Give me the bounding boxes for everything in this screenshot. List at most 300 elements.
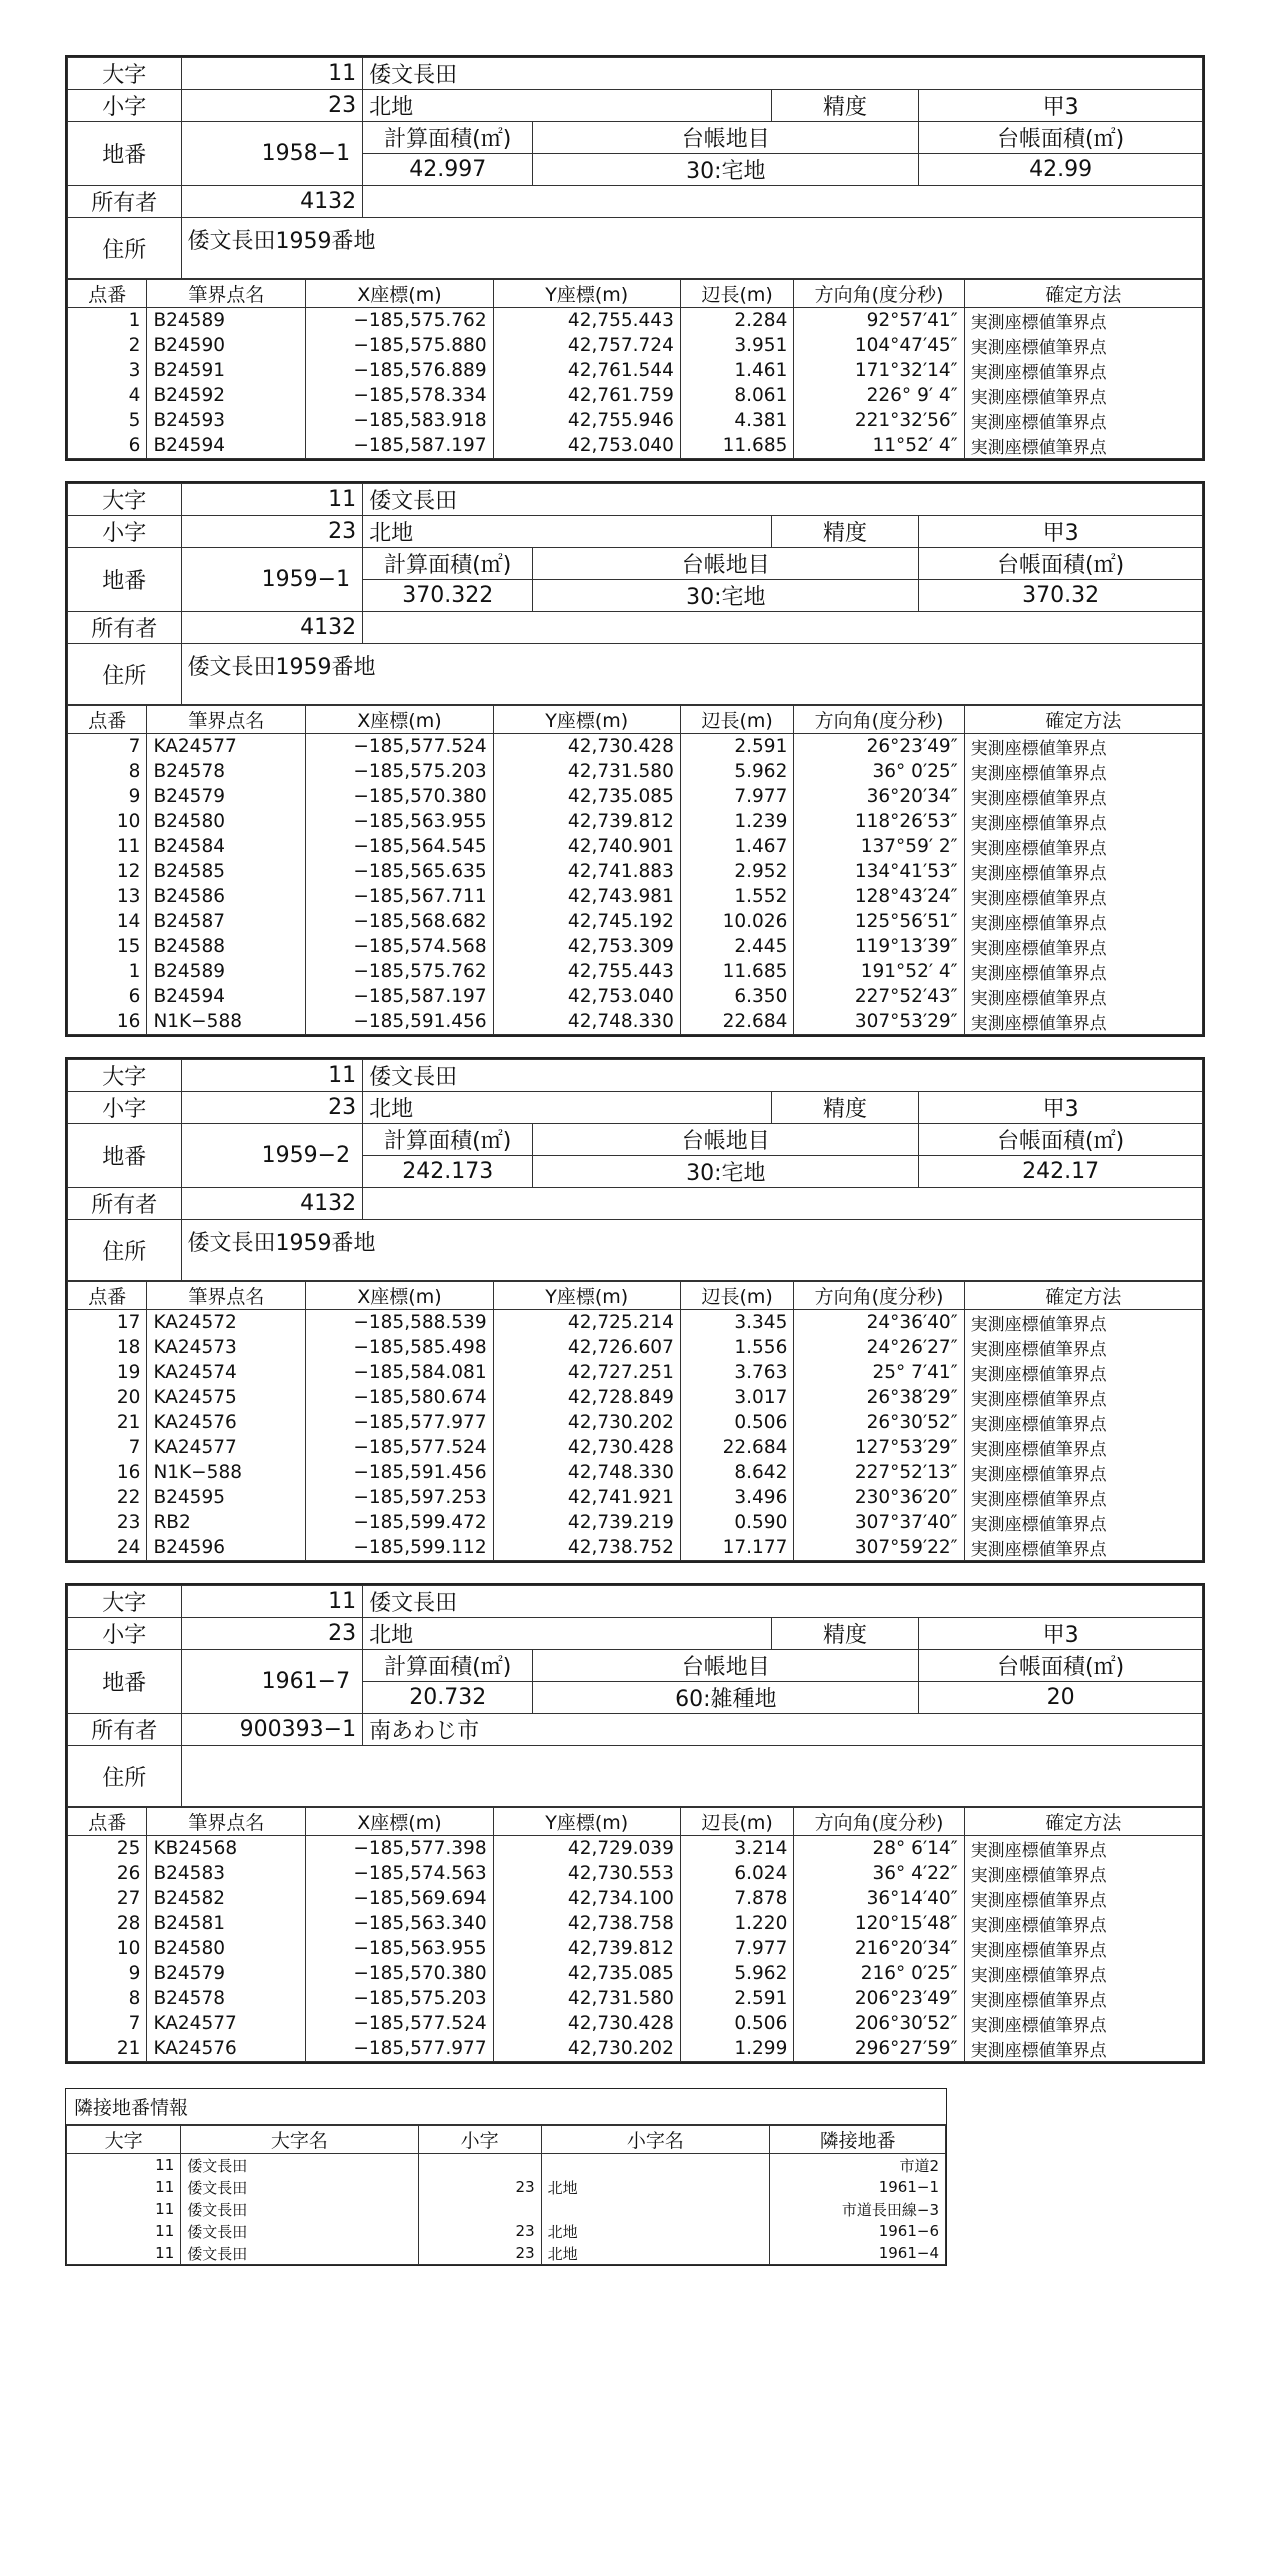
table-cell: 171°32′14″ [794, 358, 964, 383]
adjacent-parcels-box [65, 2088, 947, 2266]
table-row [67, 2176, 946, 2198]
table-cell: B24593 [147, 408, 306, 433]
owner-row [68, 612, 1203, 644]
koaza-label: 小字 [68, 516, 182, 548]
table-cell: 実測座標値筆界点 [964, 1410, 1202, 1435]
table-cell: 6 [68, 984, 147, 1009]
precision-label: 精度 [771, 1618, 919, 1650]
chiban-row [68, 1650, 1203, 1682]
table-cell: 42,730.428 [493, 734, 680, 760]
address-label: 住所 [68, 1220, 182, 1281]
table-cell: 2.591 [680, 734, 794, 760]
owner-code: 4132 [181, 612, 363, 644]
table-cell: B24588 [147, 934, 306, 959]
table-cell: N1K−588 [147, 1009, 306, 1035]
points-column-header: 辺長(m) [680, 1282, 794, 1310]
table-row [68, 1510, 1203, 1535]
owner-name [363, 186, 1203, 218]
table-cell: KA24577 [147, 2011, 306, 2036]
table-cell: 3.951 [680, 333, 794, 358]
table-cell: −185,588.539 [306, 1310, 493, 1336]
table-cell: 42,739.219 [493, 1510, 680, 1535]
table-cell: 1 [68, 959, 147, 984]
table-row [68, 1435, 1203, 1460]
table-row [68, 333, 1203, 358]
table-cell: 実測座標値筆界点 [964, 433, 1202, 459]
table-row [68, 433, 1203, 459]
points-column-header: 方向角(度分秒) [794, 706, 964, 734]
table-row [68, 1986, 1203, 2011]
table-cell: B24580 [147, 809, 306, 834]
table-cell: 倭文長田 [181, 2242, 418, 2265]
table-cell: 7.878 [680, 1886, 794, 1911]
precision-value: 甲3 [919, 90, 1203, 122]
oaza-label: 大字 [68, 484, 182, 516]
table-cell: B24590 [147, 333, 306, 358]
table-cell: B24579 [147, 1961, 306, 1986]
table-cell: −185,565.635 [306, 859, 493, 884]
table-row [68, 383, 1203, 408]
table-cell: 42,741.883 [493, 859, 680, 884]
address-row [68, 1220, 1203, 1281]
table-cell: 42,730.202 [493, 2036, 680, 2062]
owner-name [363, 612, 1203, 644]
points-column-header: 確定方法 [964, 1282, 1202, 1310]
table-cell: 1.220 [680, 1911, 794, 1936]
owner-code: 4132 [181, 1188, 363, 1220]
table-cell: 5.962 [680, 759, 794, 784]
table-cell: 実測座標値筆界点 [964, 1886, 1202, 1911]
table-cell: −185,575.762 [306, 308, 493, 334]
table-row [68, 909, 1203, 934]
table-cell: 11 [67, 2154, 181, 2177]
table-row [68, 1410, 1203, 1435]
table-cell: 42,730.553 [493, 1861, 680, 1886]
table-cell: 42,738.758 [493, 1911, 680, 1936]
koaza-code: 23 [181, 1092, 363, 1124]
table-row [68, 1335, 1203, 1360]
precision-label: 精度 [771, 516, 919, 548]
table-cell: 8.642 [680, 1460, 794, 1485]
table-cell: KA24576 [147, 1410, 306, 1435]
table-cell: 4.381 [680, 408, 794, 433]
table-cell: KA24577 [147, 734, 306, 760]
table-cell: 42,731.580 [493, 1986, 680, 2011]
table-row [68, 1009, 1203, 1035]
table-cell: 1.467 [680, 834, 794, 859]
adjacent-title: 隣接地番情報 [66, 2089, 946, 2125]
points-column-header: Y座標(m) [493, 280, 680, 308]
ledger-area-label: 台帳面積(㎡) [919, 1650, 1203, 1682]
owner-label: 所有者 [68, 1188, 182, 1220]
table-cell: 20 [68, 1385, 147, 1410]
table-cell: 実測座標値筆界点 [964, 1435, 1202, 1460]
table-cell: 26 [68, 1861, 147, 1886]
table-cell: 36°20′34″ [794, 784, 964, 809]
koaza-name: 北地 [363, 90, 772, 122]
address-label: 住所 [68, 218, 182, 279]
table-cell: −185,584.081 [306, 1360, 493, 1385]
table-cell: −185,577.977 [306, 2036, 493, 2062]
table-cell: −185,575.203 [306, 1986, 493, 2011]
ledger-category-value: 30:宅地 [533, 154, 919, 186]
koaza-name: 北地 [363, 516, 772, 548]
table-cell: RB2 [147, 1510, 306, 1535]
table-row [68, 408, 1203, 433]
table-cell: 17.177 [680, 1535, 794, 1561]
table-cell: 倭文長田 [181, 2176, 418, 2198]
table-cell: 10 [68, 809, 147, 834]
chiban-row [68, 1124, 1203, 1156]
points-column-header: 辺長(m) [680, 706, 794, 734]
table-cell: 7.977 [680, 1936, 794, 1961]
table-cell: B24582 [147, 1886, 306, 1911]
table-cell: 11.685 [680, 433, 794, 459]
table-row [68, 759, 1203, 784]
table-row [67, 2154, 946, 2177]
table-cell: 36°14′40″ [794, 1886, 964, 1911]
calc-area-value: 242.173 [363, 1156, 533, 1188]
table-cell: 21 [68, 1410, 147, 1435]
owner-code: 900393−1 [181, 1714, 363, 1746]
oaza-name: 倭文長田 [363, 58, 1203, 90]
table-cell: −185,563.955 [306, 1936, 493, 1961]
table-cell: 28 [68, 1911, 147, 1936]
owner-label: 所有者 [68, 186, 182, 218]
table-cell: 23 [418, 2242, 541, 2265]
points-column-header: 点番 [68, 1282, 147, 1310]
table-cell: 42,726.607 [493, 1335, 680, 1360]
table-cell: B24592 [147, 383, 306, 408]
table-row [67, 2242, 946, 2265]
table-cell: B24579 [147, 784, 306, 809]
koaza-code: 23 [181, 516, 363, 548]
table-cell: 実測座標値筆界点 [964, 1310, 1202, 1336]
table-cell: −185,569.694 [306, 1886, 493, 1911]
table-cell: −185,577.977 [306, 1410, 493, 1435]
table-cell: −185,567.711 [306, 884, 493, 909]
table-cell: −185,575.762 [306, 959, 493, 984]
table-cell: −185,591.456 [306, 1460, 493, 1485]
table-cell: 市道長田線−3 [770, 2198, 946, 2220]
oaza-code: 11 [181, 1060, 363, 1092]
table-cell: 42,735.085 [493, 1961, 680, 1986]
points-column-header: 点番 [68, 1808, 147, 1836]
oaza-label: 大字 [68, 1586, 182, 1618]
table-cell: B24589 [147, 959, 306, 984]
points-header-row [68, 1808, 1203, 1836]
table-cell: 市道2 [770, 2154, 946, 2177]
table-cell: 23 [418, 2176, 541, 2198]
table-cell: −185,575.880 [306, 333, 493, 358]
table-cell: 134°41′53″ [794, 859, 964, 884]
table-cell: 42,753.040 [493, 984, 680, 1009]
table-cell: 16 [68, 1009, 147, 1035]
table-cell: 42,745.192 [493, 909, 680, 934]
table-cell: 42,727.251 [493, 1360, 680, 1385]
table-row [68, 1360, 1203, 1385]
table-row [68, 809, 1203, 834]
table-cell: 北地 [541, 2220, 770, 2242]
table-cell: 42,739.812 [493, 809, 680, 834]
table-cell: 42,738.752 [493, 1535, 680, 1561]
table-cell: 26°30′52″ [794, 1410, 964, 1435]
table-cell: −185,568.682 [306, 909, 493, 934]
table-cell: 24°26′27″ [794, 1335, 964, 1360]
table-cell: 42,735.085 [493, 784, 680, 809]
chiban-value: 1958−1 [181, 122, 363, 186]
precision-value: 甲3 [919, 516, 1203, 548]
address-label: 住所 [68, 644, 182, 705]
adjacent-table [66, 2125, 946, 2265]
table-row [68, 784, 1203, 809]
table-cell: 27 [68, 1886, 147, 1911]
table-cell: 0.590 [680, 1510, 794, 1535]
address-row [68, 218, 1203, 279]
table-cell: 36° 0′25″ [794, 759, 964, 784]
table-cell: 実測座標値筆界点 [964, 1535, 1202, 1561]
table-cell: −185,597.253 [306, 1485, 493, 1510]
address-label: 住所 [68, 1746, 182, 1807]
table-cell: 実測座標値筆界点 [964, 759, 1202, 784]
table-cell: 1.556 [680, 1335, 794, 1360]
table-row [68, 959, 1203, 984]
points-header-row [68, 280, 1203, 308]
ledger-category-value: 30:宅地 [533, 1156, 919, 1188]
koaza-name: 北地 [363, 1092, 772, 1124]
calc-area-label: 計算面積(㎡) [363, 122, 533, 154]
parcel-block [65, 481, 1205, 1037]
table-cell [418, 2154, 541, 2177]
table-cell: 4 [68, 383, 147, 408]
chiban-value: 1961−7 [181, 1650, 363, 1714]
parcel-header-table [67, 57, 1203, 279]
table-cell: 42,739.812 [493, 1936, 680, 1961]
table-cell: 実測座標値筆界点 [964, 884, 1202, 909]
owner-name [363, 1188, 1203, 1220]
table-row [68, 1535, 1203, 1561]
table-row [68, 358, 1203, 383]
calc-area-label: 計算面積(㎡) [363, 1650, 533, 1682]
table-cell: 42,753.309 [493, 934, 680, 959]
table-cell: B24587 [147, 909, 306, 934]
table-cell: −185,575.203 [306, 759, 493, 784]
table-cell: −185,577.398 [306, 1836, 493, 1862]
table-cell: 230°36′20″ [794, 1485, 964, 1510]
table-row [68, 859, 1203, 884]
table-cell: 21 [68, 2036, 147, 2062]
ledger-area-value: 370.32 [919, 580, 1203, 612]
table-cell: 8 [68, 759, 147, 784]
table-cell: 1.461 [680, 358, 794, 383]
table-row [68, 1886, 1203, 1911]
table-cell: 119°13′39″ [794, 934, 964, 959]
table-cell: B24580 [147, 1936, 306, 1961]
table-cell: 42,755.443 [493, 308, 680, 334]
table-cell: 実測座標値筆界点 [964, 1335, 1202, 1360]
table-cell: B24585 [147, 859, 306, 884]
points-column-header: Y座標(m) [493, 706, 680, 734]
chiban-label: 地番 [68, 1124, 182, 1188]
koaza-row [68, 516, 1203, 548]
chiban-label: 地番 [68, 1650, 182, 1714]
owner-row [68, 1714, 1203, 1746]
table-row [68, 308, 1203, 334]
table-cell: KA24576 [147, 2036, 306, 2062]
table-cell: KB24568 [147, 1836, 306, 1862]
oaza-row [68, 1586, 1203, 1618]
table-row [67, 2198, 946, 2220]
table-row [68, 734, 1203, 760]
table-cell: 22.684 [680, 1009, 794, 1035]
table-cell [541, 2198, 770, 2220]
table-cell: B24586 [147, 884, 306, 909]
table-cell: 実測座標値筆界点 [964, 734, 1202, 760]
chiban-value: 1959−1 [181, 548, 363, 612]
table-cell: −185,577.524 [306, 2011, 493, 2036]
table-cell: 7 [68, 1435, 147, 1460]
address-value: 倭文長田1959番地 [181, 218, 1203, 279]
ledger-area-label: 台帳面積(㎡) [919, 548, 1203, 580]
koaza-code: 23 [181, 1618, 363, 1650]
points-column-header: 辺長(m) [680, 280, 794, 308]
ledger-area-value: 20 [919, 1682, 1203, 1714]
table-cell: −185,563.340 [306, 1911, 493, 1936]
table-cell: −185,574.568 [306, 934, 493, 959]
owner-row [68, 186, 1203, 218]
oaza-row [68, 58, 1203, 90]
table-cell: −185,564.545 [306, 834, 493, 859]
chiban-value: 1959−2 [181, 1124, 363, 1188]
table-cell: 12 [68, 859, 147, 884]
owner-label: 所有者 [68, 612, 182, 644]
table-cell: 8 [68, 1986, 147, 2011]
table-cell: 9 [68, 784, 147, 809]
points-header-row [68, 1282, 1203, 1310]
table-cell: 206°30′52″ [794, 2011, 964, 2036]
table-cell: −185,563.955 [306, 809, 493, 834]
table-cell: 実測座標値筆界点 [964, 1385, 1202, 1410]
table-cell: 120°15′48″ [794, 1911, 964, 1936]
koaza-row [68, 1618, 1203, 1650]
table-cell: 1.239 [680, 809, 794, 834]
address-value [181, 1746, 1203, 1807]
table-cell [418, 2198, 541, 2220]
table-cell: 実測座標値筆界点 [964, 834, 1202, 859]
table-cell: −185,576.889 [306, 358, 493, 383]
address-row [68, 644, 1203, 705]
ledger-category-label: 台帳地目 [533, 1650, 919, 1682]
parcel-block [65, 55, 1205, 461]
points-column-header: 確定方法 [964, 706, 1202, 734]
table-cell: 3.017 [680, 1385, 794, 1410]
koaza-label: 小字 [68, 1618, 182, 1650]
table-cell: 11.685 [680, 959, 794, 984]
parcel-header-table [67, 1059, 1203, 1281]
table-cell: 42,755.946 [493, 408, 680, 433]
points-column-header: 筆界点名 [147, 1282, 306, 1310]
table-cell: B24594 [147, 433, 306, 459]
table-cell: 42,731.580 [493, 759, 680, 784]
table-cell: 実測座標値筆界点 [964, 784, 1202, 809]
table-row [68, 1961, 1203, 1986]
table-cell: 実測座標値筆界点 [964, 809, 1202, 834]
table-cell: 307°53′29″ [794, 1009, 964, 1035]
oaza-row [68, 484, 1203, 516]
table-cell: 倭文長田 [181, 2154, 418, 2177]
ledger-area-value: 42.99 [919, 154, 1203, 186]
table-cell: 3.345 [680, 1310, 794, 1336]
table-cell: 307°37′40″ [794, 1510, 964, 1535]
table-cell: 2.445 [680, 934, 794, 959]
table-cell: 実測座標値筆界点 [964, 1961, 1202, 1986]
table-row [68, 1911, 1203, 1936]
table-cell: −185,574.563 [306, 1861, 493, 1886]
table-cell: 10.026 [680, 909, 794, 934]
table-cell: 3.214 [680, 1836, 794, 1862]
table-cell: 実測座標値筆界点 [964, 333, 1202, 358]
table-cell: 226° 9′ 4″ [794, 383, 964, 408]
table-cell: B24578 [147, 1986, 306, 2011]
boundary-points-table [67, 1281, 1203, 1561]
table-cell: 221°32′56″ [794, 408, 964, 433]
table-cell: 7 [68, 734, 147, 760]
table-cell: 実測座標値筆界点 [964, 408, 1202, 433]
table-cell: 227°52′43″ [794, 984, 964, 1009]
parcel-block [65, 1583, 1205, 2064]
koaza-label: 小字 [68, 1092, 182, 1124]
table-cell: 1961−1 [770, 2176, 946, 2198]
oaza-label: 大字 [68, 1060, 182, 1092]
owner-label: 所有者 [68, 1714, 182, 1746]
table-cell: −185,577.524 [306, 734, 493, 760]
table-cell: 6.350 [680, 984, 794, 1009]
table-cell [541, 2154, 770, 2177]
table-row [68, 834, 1203, 859]
table-cell: 42,728.849 [493, 1385, 680, 1410]
table-cell: 11 [67, 2242, 181, 2265]
address-row [68, 1746, 1203, 1807]
table-cell: KA24572 [147, 1310, 306, 1336]
table-cell: 227°52′13″ [794, 1460, 964, 1485]
table-cell: 42,748.330 [493, 1009, 680, 1035]
table-cell: 3 [68, 358, 147, 383]
table-cell: KA24573 [147, 1335, 306, 1360]
table-cell: −185,570.380 [306, 784, 493, 809]
oaza-label: 大字 [68, 58, 182, 90]
table-cell: 北地 [541, 2242, 770, 2265]
table-row [68, 1936, 1203, 1961]
address-value: 倭文長田1959番地 [181, 1220, 1203, 1281]
adjacent-column-header: 隣接地番 [770, 2126, 946, 2154]
table-cell: −185,587.197 [306, 433, 493, 459]
table-cell: 22.684 [680, 1435, 794, 1460]
table-cell: 3.496 [680, 1485, 794, 1510]
table-cell: B24591 [147, 358, 306, 383]
table-cell: 11 [68, 834, 147, 859]
points-column-header: 筆界点名 [147, 706, 306, 734]
table-cell: 15 [68, 934, 147, 959]
table-cell: 14 [68, 909, 147, 934]
table-cell: 実測座標値筆界点 [964, 1836, 1202, 1862]
points-column-header: 筆界点名 [147, 280, 306, 308]
points-column-header: Y座標(m) [493, 1808, 680, 1836]
calc-area-value: 20.732 [363, 1682, 533, 1714]
precision-label: 精度 [771, 90, 919, 122]
table-cell: 42,748.330 [493, 1460, 680, 1485]
table-cell: B24578 [147, 759, 306, 784]
table-cell: 296°27′59″ [794, 2036, 964, 2062]
